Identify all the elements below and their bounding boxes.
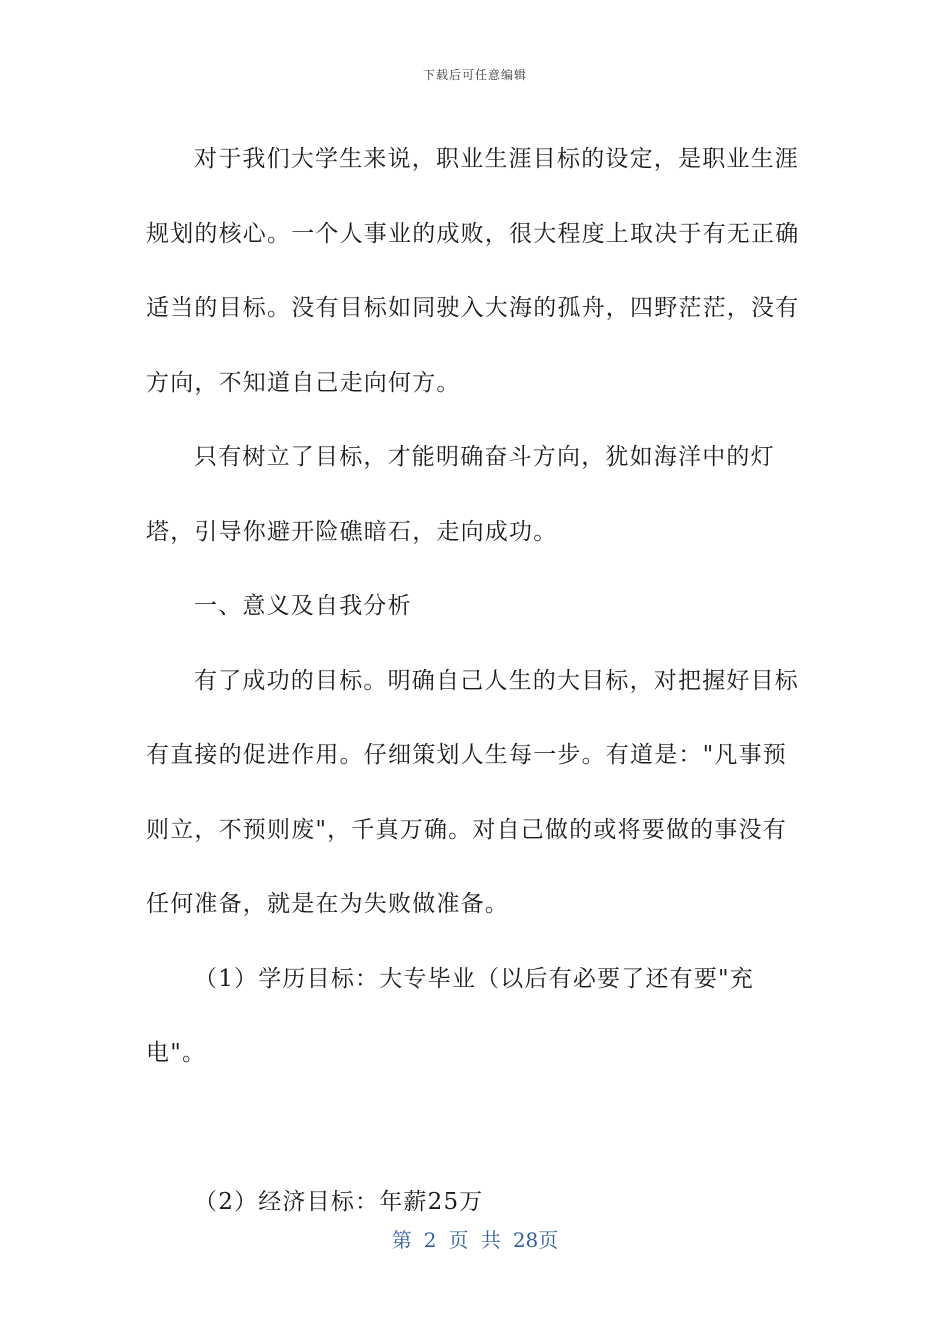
page-header: 下载后可任意编辑 xyxy=(422,68,527,82)
footer-label-of: 页 共 xyxy=(448,1228,501,1252)
paragraph-career-goal-intro: 对于我们大学生来说，职业生涯目标的设定，是职业生涯规划的核心。一个人事业的成败，很大程度上取决于有无正确适当的目标。没有目标如同驶入大海的孤舟，四野茫茫，没有方向，不知道自己走向何方。 xyxy=(146,146,800,396)
footer-current-page: 2 xyxy=(423,1228,437,1252)
paragraph-lighthouse: 只有树立了目标，才能明确奋斗方向，犹如海洋中的灯塔，引导你避开险礁暗石，走向成功。 xyxy=(146,444,775,545)
section-heading-significance: 一、意义及自我分析 xyxy=(194,593,412,619)
list-item-education-goal: （1）学历目标：大专毕业（以后有必要了还有要"充电"。 xyxy=(146,965,755,1066)
page-footer xyxy=(0,1224,950,1253)
footer-label-page: 第 xyxy=(391,1228,412,1252)
footer-total-pages: 28页 xyxy=(512,1228,559,1252)
paragraph-success-goal: 有了成功的目标。明确自己人生的大目标，对把握好目标有直接的促进作用。仔细策划人生每一步。有道是："凡事预则立，不预则废"，千真万确。对自己做的或将要做的事没有任何准备，就是在为失败做准备。 xyxy=(146,667,799,917)
document-body xyxy=(146,122,806,1239)
list-item-economic-goal: （2）经济目标：年薪25万 xyxy=(194,1188,484,1215)
